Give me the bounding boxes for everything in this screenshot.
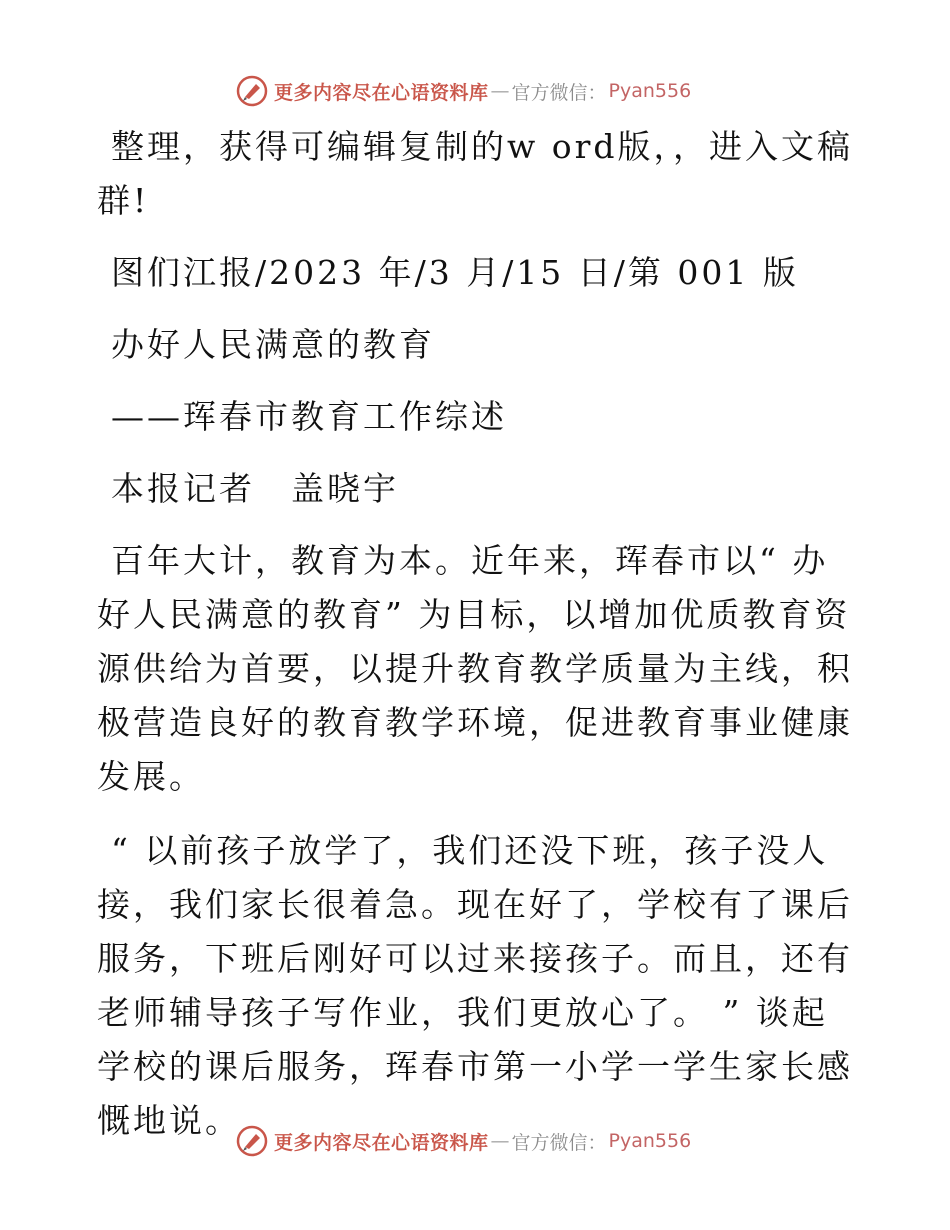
body-paragraph: 百年大计，教育为本。近年来，珲春市以“ 办好人民满意的教育” 为目标，以增加优质教育资源供给为首要，以提升教育教学质量为主线，积极营造良好的教育教学环境，促进教育事业健康发展。 [97,541,853,796]
watermark-brand: 更多内容尽在心语资料库 [274,1131,489,1154]
watermark-separator: — [490,80,510,102]
pen-logo-icon [236,75,268,107]
article-title: 办好人民满意的教育 [111,325,435,364]
watermark-wechat-id: Pyan556 [608,80,692,102]
watermark-label: 官方微信： [511,1131,607,1154]
article-subtitle: ——珲春市教育工作综述 [111,397,507,436]
pen-logo-icon [236,1125,268,1157]
body-paragraph: “ 以前孩子放学了，我们还没下班，孩子没人接，我们家长很着急。现在好了，学校有了课后服务，下班后刚好可以过来接孩子。而且，还有老师辅导孩子写作业，我们更放心了。 ” 谈起学校的课后服务，珲春市第一小学一学生家长感慨地说。 [97,831,853,1140]
byline: 本报记者 盖晓宇 [111,469,399,508]
header-watermark [236,74,756,108]
document-body [97,120,857,1168]
watermark-separator: — [490,1130,510,1152]
watermark-label: 官方微信： [511,81,607,104]
intro-paragraph: 整理，获得可编辑复制的w ord版，，进入文稿群! [97,127,854,220]
watermark-wechat-id: Pyan556 [608,1130,692,1152]
watermark-brand: 更多内容尽在心语资料库 [274,81,489,104]
footer-watermark [236,1124,756,1158]
source-line: 图们江报/2023 年/3 月/15 日/第 001 版 [111,253,799,292]
